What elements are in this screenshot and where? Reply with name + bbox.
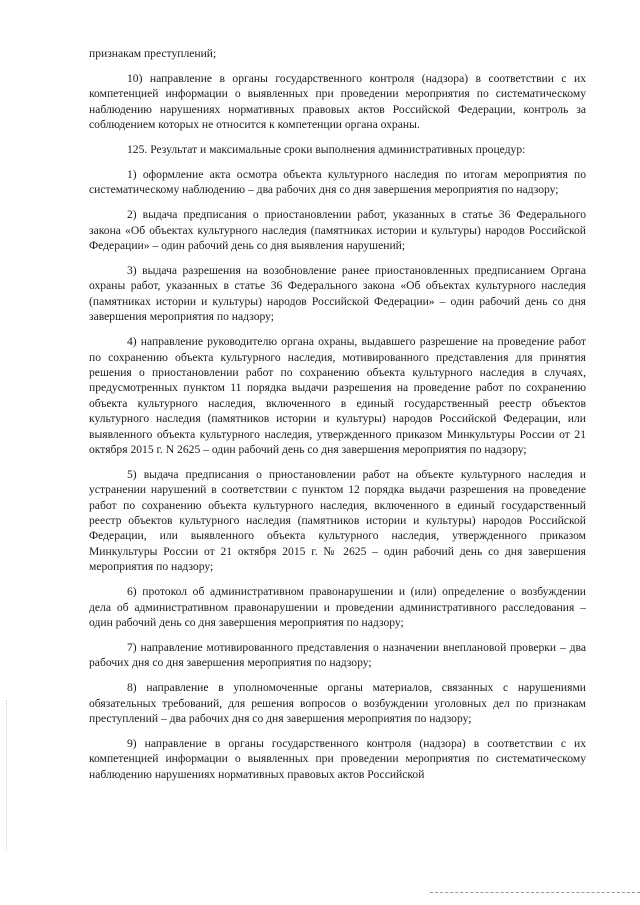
paragraph-item-2: 2) выдача предписания о приостановлении работ, указанных в статье 36 Федерального закона «Об объектах культурного наследия (памятниках истории и культуры) народов Российской Федерации» – один рабочий день со дня выявления нарушений; bbox=[89, 208, 586, 253]
paragraph-item-4: 4) направление руководителю органа охраны, выдавшего разрешение на проведение работ по сохранению объекта культурного наследия, мотивированного представления для принятия решения о приостановлении работ по сохранению объекта культурного наследия в случаях, предусмотренных пунктом 11 порядка выдачи разрешения на проведение работ по сохранению объекта культурного наследия, включенного в единый государственный реестр объектов культурного наследия (памятников истории и культуры) народов Российской Федерации, или выявленного объекта культурного наследия, утвержденного приказом Минкультуры России от 21 октября 2015 г. N 2625 – один рабочий день со дня завершения мероприятия по надзору; bbox=[89, 335, 586, 456]
paragraph-item-9: 9) направление в органы государственного контроля (надзора) в соответствии с их компетенцией информации о выявленных при проведении мероприятия по систематическому наблюдению нарушениях нормативных правовых актов Российской bbox=[89, 736, 586, 781]
binding-edge-marks bbox=[6, 700, 10, 850]
paragraph-item-1: 1) оформление акта осмотра объекта культурного наследия по итогам мероприятия по систематическому наблюдению – два рабочих дня со дня завершения мероприятия по надзору; bbox=[89, 167, 586, 197]
scan-edge-line bbox=[430, 892, 640, 893]
paragraph-item-5: 5) выдача предписания о приостановлении работ на объекте культурного наследия и устранении нарушений в соответствии с пунктом 12 порядка выдачи разрешения на проведение работ по сохранению объекта культурного наследия, включенного в единый государственный реестр объектов культурного наследия (памятников истории и культуры) народов Российской Федерации, или выявленного объекта культурного наследия, утвержденного приказом Минкультуры России от 21 октября 2015 г. № 2625 – один рабочий день со дня завершения мероприятия по надзору; bbox=[89, 467, 586, 574]
paragraph-item-8: 8) направление в уполномоченные органы материалов, связанных с нарушениями обязательных требований, для решения вопросов о возбуждении уголовных дел по признакам преступлений – два рабочих дня со дня завершения мероприятия по надзору; bbox=[89, 681, 586, 726]
paragraph-continuation: признакам преступлений; bbox=[89, 47, 217, 60]
document-body bbox=[89, 46, 586, 792]
paragraph-item-10: 10) направление в органы государственного контроля (надзора) в соответствии с их компетенцией информации о выявленных при проведении мероприятия по систематическому наблюдению нарушениях нормативных правовых актов Российской Федерации, контроль за соблюдением которых не относится к компетенции органа охраны. bbox=[89, 71, 586, 132]
paragraph-section-125: 125. Результат и максимальные сроки выполнения административных процедур: bbox=[127, 143, 526, 157]
paragraph-item-3: 3) выдача разрешения на возобновление ранее приостановленных предписанием Органа охраны работ, указанных в статье 36 Федерального закона «Об объектах культурного наследия (памятниках истории и культуры) народов Российской Федерации» – один рабочий день со дня завершения мероприятия по надзору; bbox=[89, 263, 586, 324]
paragraph-item-6: 6) протокол об административном правонарушении и (или) определение о возбуждении дела об административном правонарушении и проведении административного расследования – один рабочий день со дня завершения мероприятия по надзору; bbox=[89, 585, 586, 629]
paragraph-item-7: 7) направление мотивированного представления о назначении внеплановой проверки – два рабочих дня со дня завершения мероприятия по надзору; bbox=[89, 640, 586, 670]
